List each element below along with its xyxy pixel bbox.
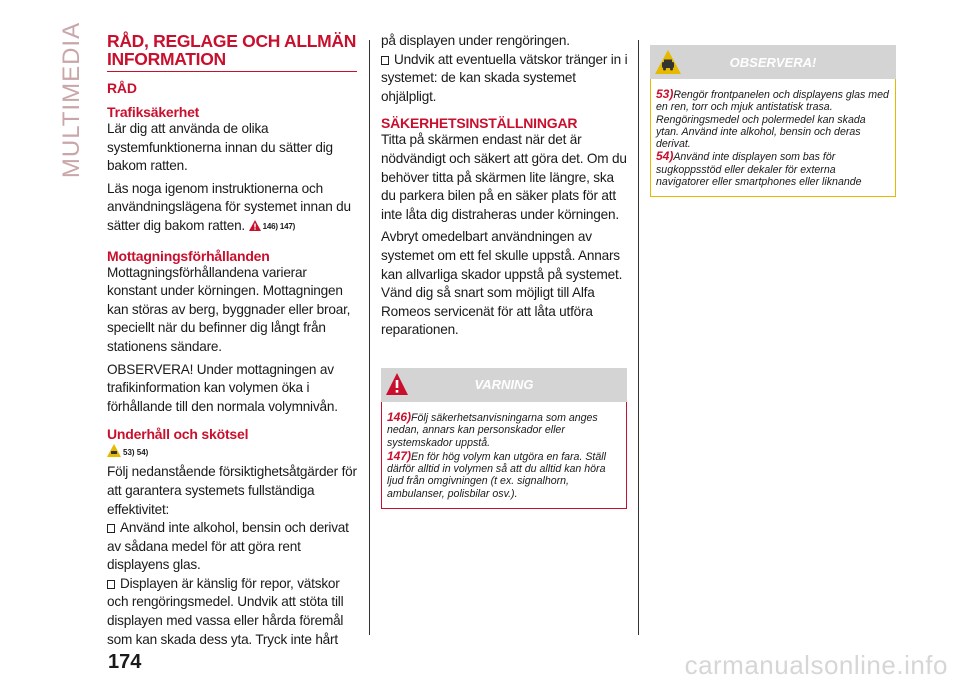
caution-box	[650, 45, 896, 197]
warning-triangle-icon	[385, 372, 409, 396]
subheading-rad: RÅD	[107, 80, 137, 96]
caution-title: OBSERVERA!	[729, 54, 817, 70]
note-text: Använd inte displayen som bas för sugkoppsstöd eller dekaler för externa navigatorer eller smartphones eller liknande	[656, 151, 862, 189]
side-label-text: MULTIMEDIA	[58, 21, 86, 179]
note-number: 147)	[387, 448, 412, 463]
note-147	[387, 450, 621, 500]
paragraph: Titta på skärmen endast när det är nödvändigt och säkert att göra det. Om du behöver titta på skärmen lite längre, ska du parkera bilen på en säker plats för att inte låta dig distraheras under körningen.	[381, 132, 627, 222]
column-1	[107, 32, 357, 649]
bullet-item	[107, 575, 357, 649]
caution-car-icon	[654, 49, 682, 75]
paragraph: Mottagningsförhållandena varierar konstant under körningen. Mottagningen kan störas av berg, byggnader eller broar, speciellt när du befinner dig långt från stationens sändare.	[107, 264, 351, 354]
warning-title: VARNING	[474, 377, 534, 393]
warning-header	[381, 368, 627, 402]
paragraph: OBSERVERA! Under mottagningen av trafikinformation kan volymen öka i förhållande till den normala volymnivån.	[107, 361, 338, 414]
column-3	[650, 32, 900, 197]
note-text: Rengör frontpanelen och displayens glas med en ren, torr och mjuk antistatisk trasa. Rengöringsmedel och polermedel kan skada ytan. Använd inte alkohol, bensin och deras derivat.	[656, 89, 889, 151]
checkbox-bullet-icon	[107, 524, 115, 533]
page-number: 174	[108, 651, 142, 673]
note-number: 53)	[656, 87, 674, 101]
paragraph-continued: på displayen under rengöringen.	[381, 33, 570, 48]
warning-body	[381, 402, 627, 509]
note-53	[656, 88, 890, 150]
note-146	[387, 411, 621, 449]
note-refs: 53) 54)	[123, 448, 149, 458]
column-divider	[638, 40, 639, 635]
note-54	[656, 150, 890, 188]
checkbox-bullet-icon	[381, 56, 389, 65]
note-text: En för hög volym kan utgöra en fara. Ställ därför alltid in volymen så att du alltid kan höra ljud från omgivningen (t ex. signalhorn, ambulanser, polisbilar osv.).	[387, 450, 606, 500]
heading-mottagning: Mottagningsförhållanden	[107, 247, 270, 264]
paragraph	[107, 180, 357, 237]
column-2	[381, 32, 629, 509]
caution-car-icon	[107, 444, 121, 457]
caution-body	[650, 79, 896, 197]
heading-trafiksakerhet: Trafiksäkerhet	[107, 104, 200, 120]
paragraph: Lär dig att använda de olika systemfunktionerna innan du sätter dig bakom ratten.	[107, 121, 333, 174]
heading-underhall: Underhåll och skötsel	[107, 426, 249, 443]
warning-triangle-icon	[249, 220, 261, 231]
column-divider	[369, 40, 370, 635]
warning-box	[381, 368, 627, 509]
caution-reference	[107, 444, 357, 459]
note-number: 146)	[387, 409, 412, 424]
note-refs: 146) 147)	[262, 221, 296, 231]
bullet-item	[381, 51, 629, 107]
watermark: carmanualsonline.info	[684, 650, 948, 680]
paragraph-text: Läs noga igenom instruktionerna och användningslägena för systemet innan du sätter dig bakom ratten.	[107, 180, 351, 233]
caution-header	[650, 45, 896, 79]
note-number: 54)	[656, 149, 674, 164]
checkbox-bullet-icon	[107, 580, 115, 589]
page-title: RÅD, REGLAGE OCH ALLMÄN INFORMATION	[107, 32, 357, 72]
bullet-item	[107, 519, 357, 575]
section-side-label	[52, 21, 92, 179]
bullet-text: Undvik att eventuella vätskor tränger in i systemet: de kan skada systemet ohjälpligt.	[381, 51, 628, 104]
heading-sakerhetsinstallningar: SÄKERHETSINSTÄLLNINGAR	[381, 115, 578, 132]
bullet-text: Använd inte alkohol, bensin och derivat av sådana medel för att göra rent displayens glas.	[107, 520, 349, 573]
note-text: Följ säkerhetsanvisningarna som anges nedan, annars kan personskador eller systemskador uppstå.	[387, 411, 598, 449]
paragraph: Avbryt omedelbart användningen av systemet om ett fel skulle uppstå. Annars kan allvarliga skador uppstå på systemet. Vänd dig så snart som möjligt till Alfa Romeos servicenät för att låta utföra reparationen.	[381, 229, 623, 338]
paragraph: Följ nedanstående försiktighetsåtgärder för att garantera systemets fullständiga effektivitet:	[107, 464, 357, 517]
bullet-text: Displayen är känslig för repor, vätskor och rengöringsmedel. Undvik att stöta till displayen med vassa eller hårda föremål som kan skada dess yta. Tryck inte hårt	[107, 575, 344, 647]
